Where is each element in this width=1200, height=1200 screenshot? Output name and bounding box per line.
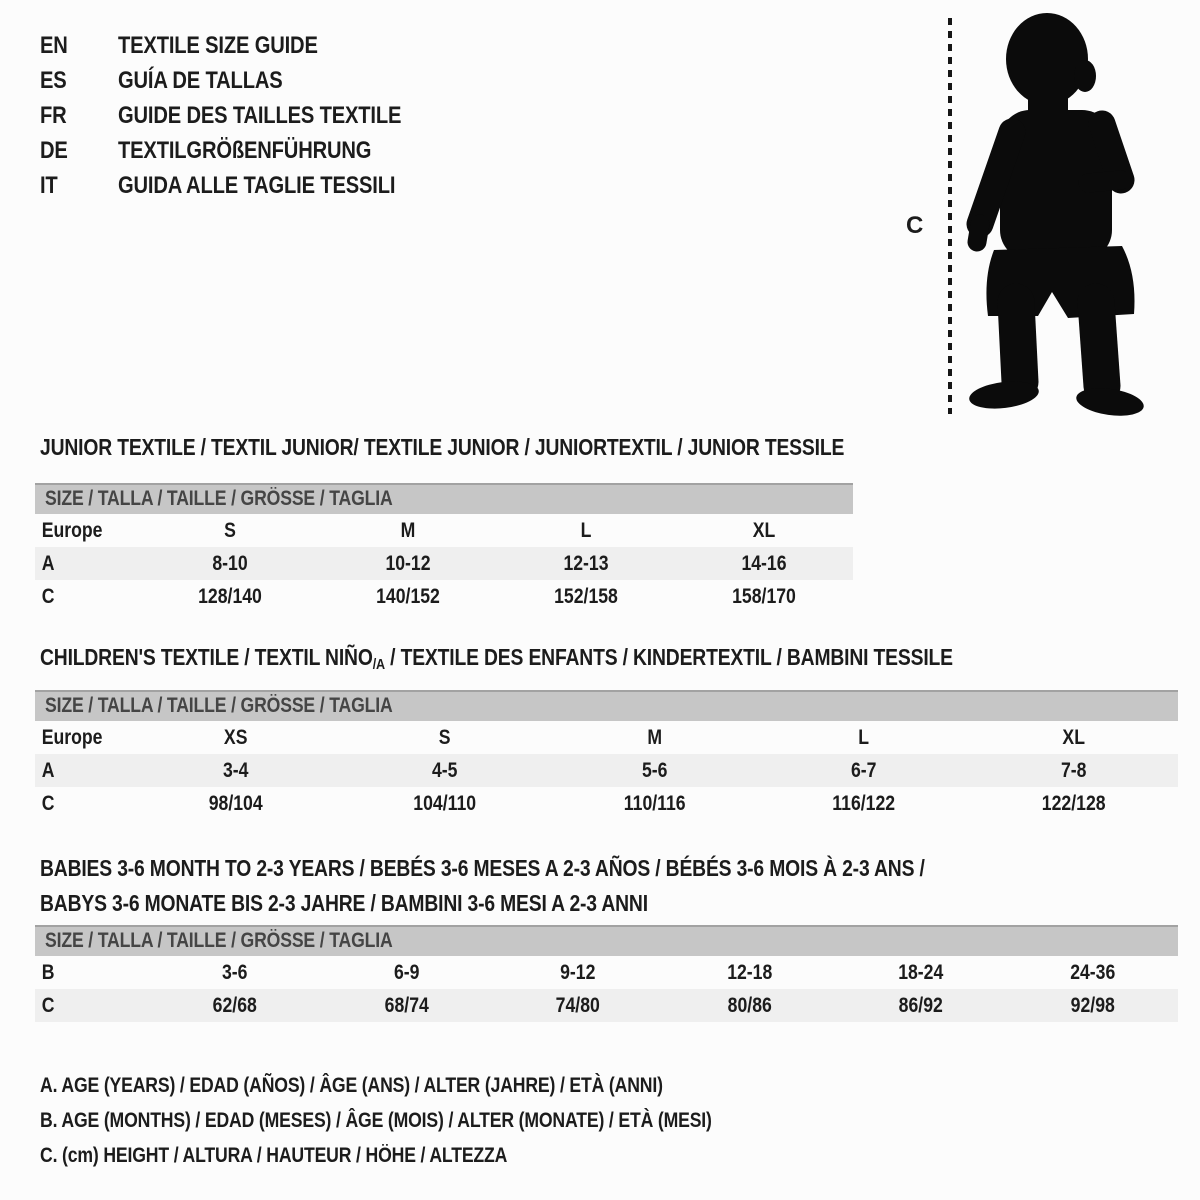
- height-value: 86/92: [898, 993, 943, 1017]
- height-measure-label: C: [906, 212, 924, 239]
- height-value: 128/140: [198, 584, 262, 608]
- height-value: 140/152: [376, 584, 440, 608]
- table-row-height: [35, 989, 1178, 1022]
- age-value: 3-4: [222, 758, 249, 782]
- size-value: S: [439, 725, 451, 749]
- age-value: 6-9: [393, 960, 419, 984]
- height-value: 74/80: [555, 993, 600, 1017]
- legend: [40, 1068, 840, 1173]
- language-row-en: [40, 28, 455, 63]
- age-value: 12-13: [563, 551, 609, 575]
- legend-line-b: B. AGE (MONTHS) / EDAD (MESES) / ÂGE (MOIS) / ALTER (MONATE) / ETÀ (MESI): [40, 1109, 712, 1132]
- language-code: DE: [40, 136, 68, 164]
- row-label: C: [41, 993, 55, 1017]
- age-value: 6-7: [851, 758, 877, 782]
- children-size-table: [35, 690, 1178, 820]
- age-value: 10-12: [385, 551, 431, 575]
- table-row-height: [35, 580, 853, 613]
- language-row-es: [40, 63, 455, 98]
- age-value: 5-6: [641, 758, 668, 782]
- language-label: TEXTILGRÖßENFÜHRUNG: [118, 136, 372, 164]
- age-value: 12-18: [726, 960, 772, 984]
- age-value: 14-16: [741, 551, 787, 575]
- junior-size-table: [35, 483, 853, 613]
- size-value: XS: [223, 725, 248, 749]
- table-row-age: [35, 754, 1178, 787]
- height-value: 68/74: [384, 993, 429, 1017]
- junior-section-title: JUNIOR TEXTILE / TEXTIL JUNIOR/ TEXTILE JUNIOR / JUNIORTEXTIL / JUNIOR TESSILE: [40, 434, 845, 460]
- size-value: XL: [752, 518, 776, 542]
- size-value: L: [858, 725, 870, 749]
- age-value: 7-8: [1060, 758, 1087, 782]
- language-label: GUIDE DES TAILLES TEXTILE: [118, 101, 402, 129]
- age-value: 9-12: [560, 960, 596, 984]
- language-code: EN: [40, 31, 68, 59]
- age-value: 24-36: [1069, 960, 1115, 984]
- height-value: 158/170: [732, 584, 796, 608]
- size-value: XL: [1062, 725, 1085, 749]
- babies-section-title: [40, 851, 1093, 921]
- age-value: 8-10: [212, 551, 248, 575]
- language-list: [40, 28, 455, 203]
- language-code: FR: [40, 101, 67, 129]
- language-row-de: [40, 133, 455, 168]
- height-value: 80/86: [727, 993, 772, 1017]
- size-table-header: SIZE / TALLA / TAILLE / GRÖSSE / TAGLIA: [35, 925, 1178, 956]
- row-label: A: [41, 758, 55, 782]
- height-value: 104/110: [413, 791, 477, 815]
- height-value: 110/116: [623, 791, 686, 815]
- size-value: M: [647, 725, 662, 749]
- row-label: Europe: [41, 518, 103, 542]
- age-value: 18-24: [898, 960, 944, 984]
- nino-a-subscript: /A: [372, 656, 385, 673]
- table-row-age-months: [35, 956, 1178, 989]
- toddler-silhouette-icon: [964, 12, 1146, 416]
- height-dashed-line: [948, 18, 952, 414]
- babies-size-table: [35, 925, 1178, 1022]
- height-value: 62/68: [212, 993, 257, 1017]
- height-value: 152/158: [554, 584, 618, 608]
- table-row-sizes: [35, 514, 853, 547]
- language-row-fr: [40, 98, 455, 133]
- row-label: Europe: [41, 725, 103, 749]
- babies-title-line2: BABYS 3-6 MONATE BIS 2-3 JAHRE / BAMBINI 3-6 MESI A 2-3 ANNI: [40, 890, 648, 916]
- language-code: IT: [40, 171, 58, 199]
- children-section-title: CHILDREN'S TEXTILE / TEXTIL NIÑO/A / TEXTILE DES ENFANTS / KINDERTEXTIL / BAMBINI TESSILE: [40, 644, 953, 673]
- age-value: 3-6: [221, 960, 248, 984]
- table-row-height: [35, 787, 1178, 820]
- legend-line-a: A. AGE (YEARS) / EDAD (AÑOS) / ÂGE (ANS) / ALTER (JAHRE) / ETÀ (ANNI): [40, 1074, 663, 1097]
- age-value: 4-5: [432, 758, 458, 782]
- height-value: 92/98: [1070, 993, 1115, 1017]
- language-code: ES: [40, 66, 67, 94]
- row-label: B: [41, 960, 55, 984]
- language-row-it: [40, 168, 455, 203]
- height-value: 98/104: [208, 791, 263, 815]
- size-table-header: SIZE / TALLA / TAILLE / GRÖSSE / TAGLIA: [35, 690, 1178, 721]
- language-label: GUIDA ALLE TAGLIE TESSILI: [118, 171, 396, 199]
- height-value: 122/128: [1041, 791, 1106, 815]
- row-label: C: [41, 584, 55, 608]
- size-value: S: [224, 518, 236, 542]
- language-label: GUÍA DE TALLAS: [118, 66, 283, 94]
- size-value: M: [400, 518, 416, 542]
- row-label: A: [41, 551, 55, 575]
- babies-title-line1: BABIES 3-6 MONTH TO 2-3 YEARS / BEBÉS 3-6 MESES A 2-3 AÑOS / BÉBÉS 3-6 MOIS À 2-3 ANS /: [40, 855, 925, 881]
- height-value: 116/122: [832, 791, 896, 815]
- table-row-sizes: [35, 721, 1178, 754]
- row-label: C: [41, 791, 55, 815]
- size-table-header: SIZE / TALLA / TAILLE / GRÖSSE / TAGLIA: [35, 483, 853, 514]
- legend-line-c: C. (cm) HEIGHT / ALTURA / HAUTEUR / HÖHE / ALTEZZA: [40, 1144, 508, 1167]
- table-row-age: [35, 547, 853, 580]
- size-value: L: [580, 518, 592, 542]
- language-label: TEXTILE SIZE GUIDE: [118, 31, 318, 59]
